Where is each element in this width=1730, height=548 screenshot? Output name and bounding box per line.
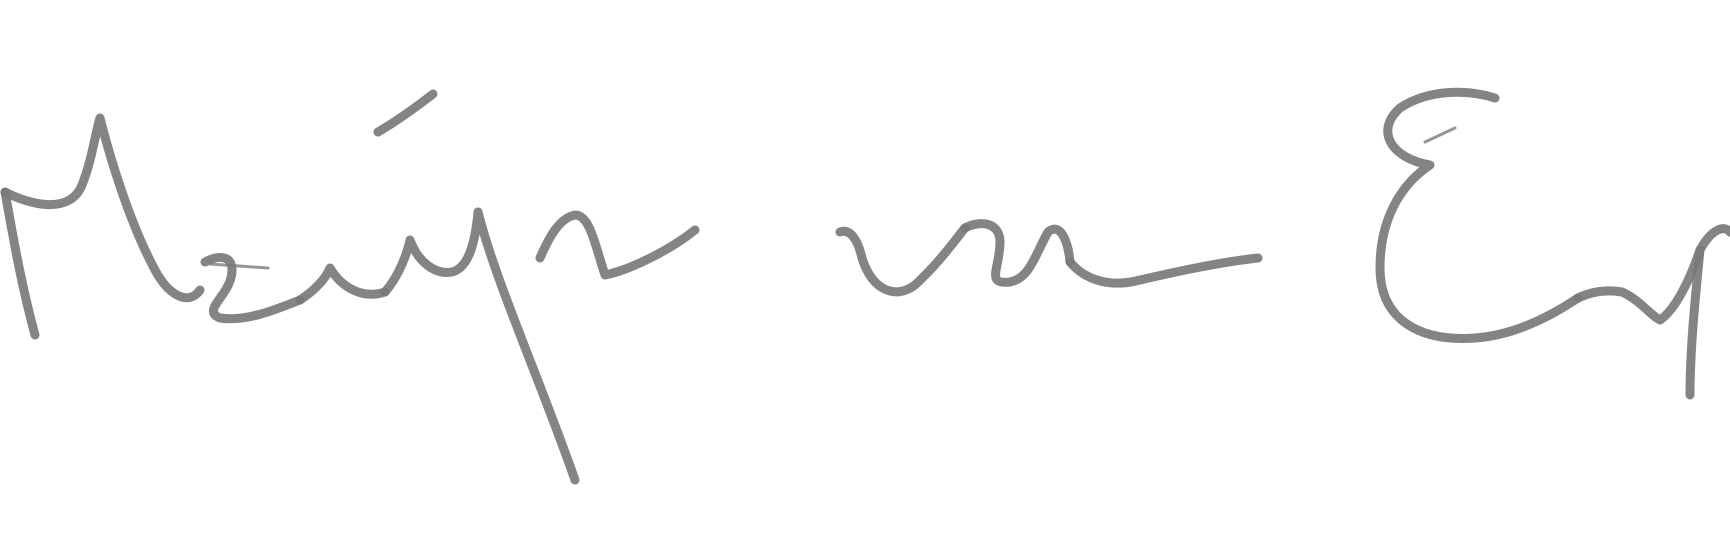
signature-strokes: [5, 92, 1730, 480]
stroke-van-n: [1070, 258, 1258, 283]
stroke-m: [5, 118, 200, 298]
stroke-m-left: [5, 192, 35, 335]
stroke-n: [540, 215, 695, 275]
stroke-accent: [378, 94, 433, 132]
stroke-fine-mark: [210, 264, 268, 268]
stroke-v: [840, 228, 965, 292]
stroke-r: [300, 268, 385, 300]
stroke-r-p: [1578, 229, 1730, 320]
stroke-a: [965, 224, 1070, 283]
stroke-e-capital: [1380, 92, 1578, 338]
stroke-e-mark: [1425, 128, 1455, 142]
